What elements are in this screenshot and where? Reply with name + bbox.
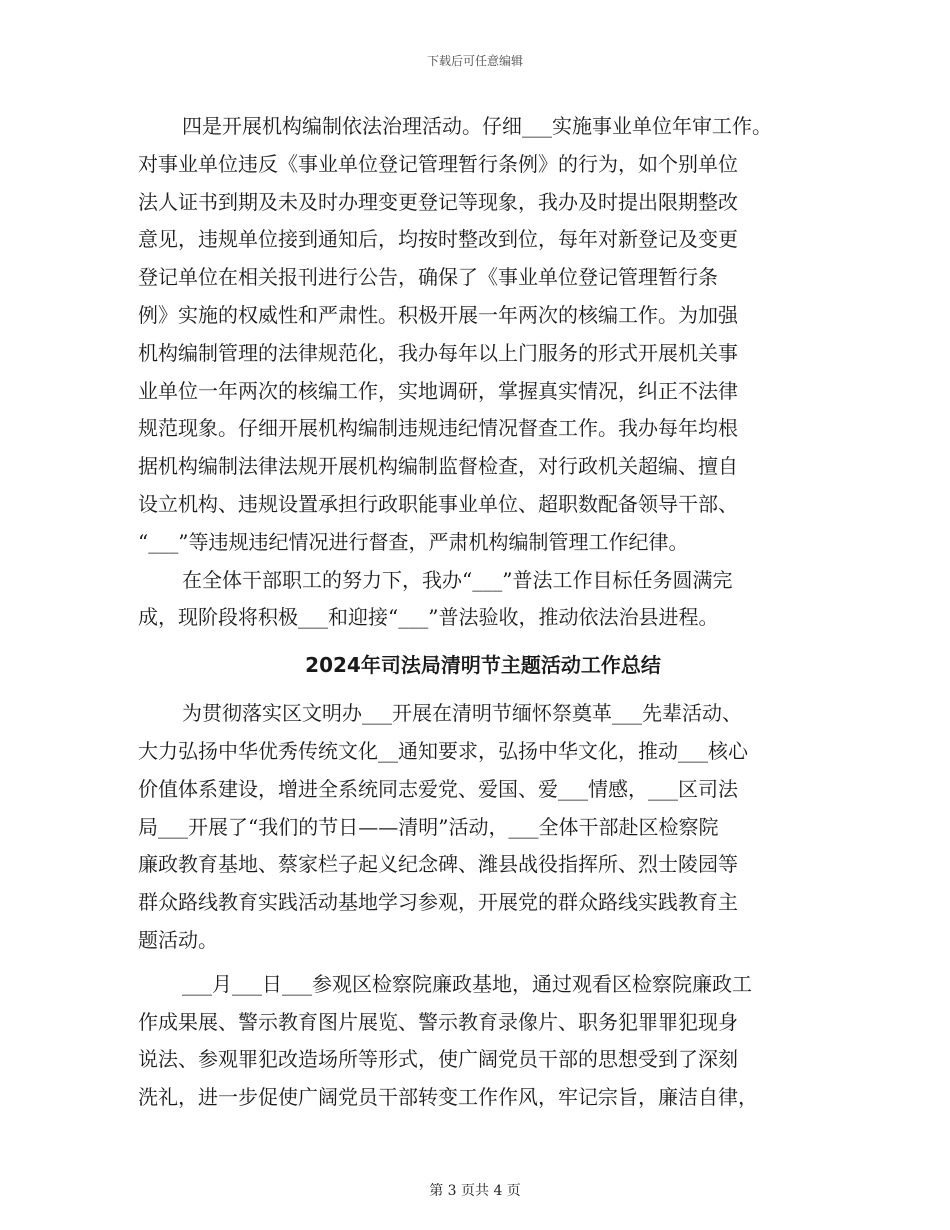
text-line: 局___开展了“我们的节日——清明”活动，___全体干部赴区检察院 <box>138 814 719 839</box>
paragraph-qingming-activity <box>138 695 828 960</box>
text-line: 法人证书到期及未及时办理变更登记等现象，我办及时提出限期整改 <box>138 189 738 214</box>
text-line: 廉政教育基地、蔡家栏子起义纪念碑、潍县战役指挥所、烈士陵园等 <box>138 852 738 877</box>
text-line: 四是开展机构编制依法治理活动。仔细___实施事业单位年审工作。 <box>182 114 772 138</box>
text-line: 说法、参观罪犯改造场所等形式，使广阔党员干部的思想受到了深刻 <box>138 1047 738 1072</box>
page-footer: 第 3 页共 4 页 <box>429 1183 521 1199</box>
text-line: 机构编制管理的法律规范化，我办每年以上门服务的形式开展机关事 <box>138 340 738 365</box>
text-line: 题活动。 <box>138 927 218 952</box>
text-line: 对事业单位违反《事业单位登记管理暂行条例》的行为，如个别单位 <box>138 151 738 176</box>
text-line: 洗礼，进一步促使广阔党员干部转变工作作风，牢记宗旨，廉洁自律， <box>138 1085 758 1110</box>
text-line: ___月___日___参观区检察院廉政基地，通过观看区检察院廉政工 <box>182 971 752 996</box>
text-line: 为贯彻落实区文明办___开展在清明节缅怀祭奠革___先辈活动、 <box>182 701 742 726</box>
paragraph-visit-base <box>138 966 828 1117</box>
text-line: 成，现阶段将积极___和迎接“___”普法验收，推动依法治县进程。 <box>138 605 719 630</box>
text-line: 设立机构、违规设置承担行政职能事业单位、超职数配备领导干部、 <box>138 491 738 516</box>
text-line: 群众路线教育实践活动基地学习参观，开展党的群众路线实践教育主 <box>138 890 738 915</box>
paragraph-institution-governance <box>138 108 828 562</box>
text-line: 意见，违规单位接到通知后，均按时整改到位，每年对新登记及变更 <box>138 227 738 252</box>
text-line: 价值体系建设，增进全系统同志爱党、爱国、爱___情感，___区司法 <box>138 776 738 801</box>
paragraph-law-popularization <box>138 562 828 638</box>
document-body <box>138 108 828 1117</box>
text-line: 据机构编制法律法规开展机构编制监督检查，对行政机关超编、擅自 <box>138 454 738 479</box>
text-line: 例》实施的权威性和严肃性。积极开展一年两次的核编工作。为加强 <box>138 302 738 327</box>
text-line: 业单位一年两次的核编工作，实地调研，掌握真实情况，纠正不法律 <box>138 378 738 403</box>
page-header: 下载后可任意编辑 <box>426 54 523 68</box>
text-line: 登记单位在相关报刊进行公告，确保了《事业单位登记管理暂行条 <box>138 265 718 290</box>
text-line: 大力弘扬中华优秀传统文化__通知要求，弘扬中华文化，推动___核心 <box>138 738 748 763</box>
text-line: 规范现象。仔细开展机构编制违规违纪情况督查工作。我办每年均根 <box>138 416 738 441</box>
text-line: 在全体干部职工的努力下，我办“___”普法工作目标任务圆满完 <box>182 567 733 592</box>
text-line: 作成果展、警示教育图片展览、警示教育录像片、职务犯罪罪犯现身 <box>138 1009 738 1034</box>
text-line: “___”等违规违纪情况进行督查，严肃机构编制管理工作纪律。 <box>138 529 689 554</box>
section-title: 2024年司法局清明节主题活动工作总结 <box>305 653 661 678</box>
